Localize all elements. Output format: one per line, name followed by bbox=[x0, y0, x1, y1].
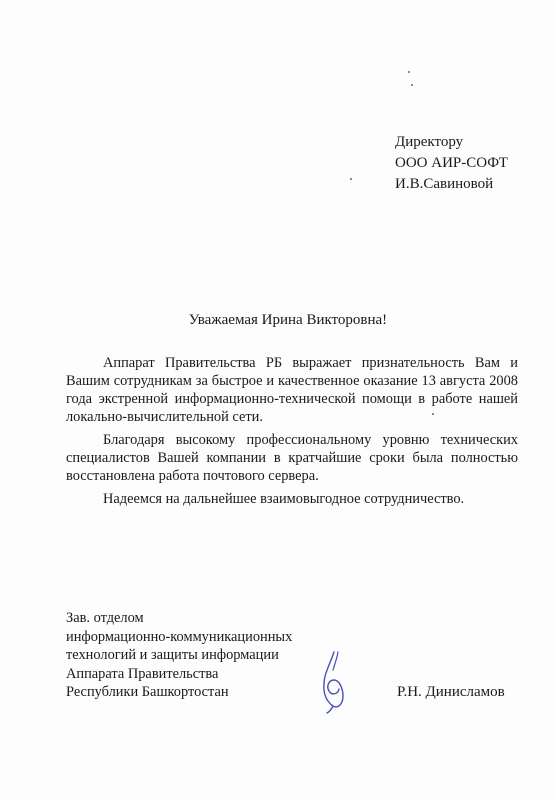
body-paragraph: Благодаря высокому профессиональному уровню технических специалистов Вашей компании в кратчайшие сроки была полностью восстановлена работа почтового сервера. bbox=[66, 432, 518, 484]
body-paragraph: Аппарат Правительства РБ выражает признательность Вам и Вашим сотрудникам за быстрое и качественное оказание 13 августа 2008 года экстренной информационно-технической помощи в работе нашей локально-вычислительной сети. bbox=[66, 355, 518, 425]
body-paragraph: Надеемся на дальнейшее взаимовыгодное сотрудничество. bbox=[103, 491, 465, 507]
addressee-company: ООО АИР-СОФТ bbox=[395, 155, 508, 171]
sender-line: Аппарата Правительства bbox=[66, 665, 219, 682]
sender-line: Республики Башкортостан bbox=[66, 684, 229, 700]
addressee-name: И.В.Савиновой bbox=[395, 176, 494, 192]
letter-body bbox=[66, 354, 518, 513]
sender-line: информационно-коммуникационных bbox=[66, 628, 293, 645]
salutation: Уважаемая Ирина Викторовна! bbox=[188, 312, 388, 328]
sender-line: технологий и защиты информации bbox=[66, 647, 279, 663]
scan-speck bbox=[408, 71, 410, 73]
sender-block bbox=[66, 609, 292, 702]
scan-speck bbox=[350, 178, 352, 180]
signature-stroke bbox=[324, 652, 343, 713]
addressee-position: Директору bbox=[395, 134, 464, 150]
sender-line: Зав. отделом bbox=[66, 610, 144, 626]
signer-name: Р.Н. Динисламов bbox=[397, 684, 505, 700]
handwritten-signature bbox=[312, 650, 352, 714]
addressee-block bbox=[395, 132, 508, 195]
scan-speck bbox=[411, 84, 413, 86]
